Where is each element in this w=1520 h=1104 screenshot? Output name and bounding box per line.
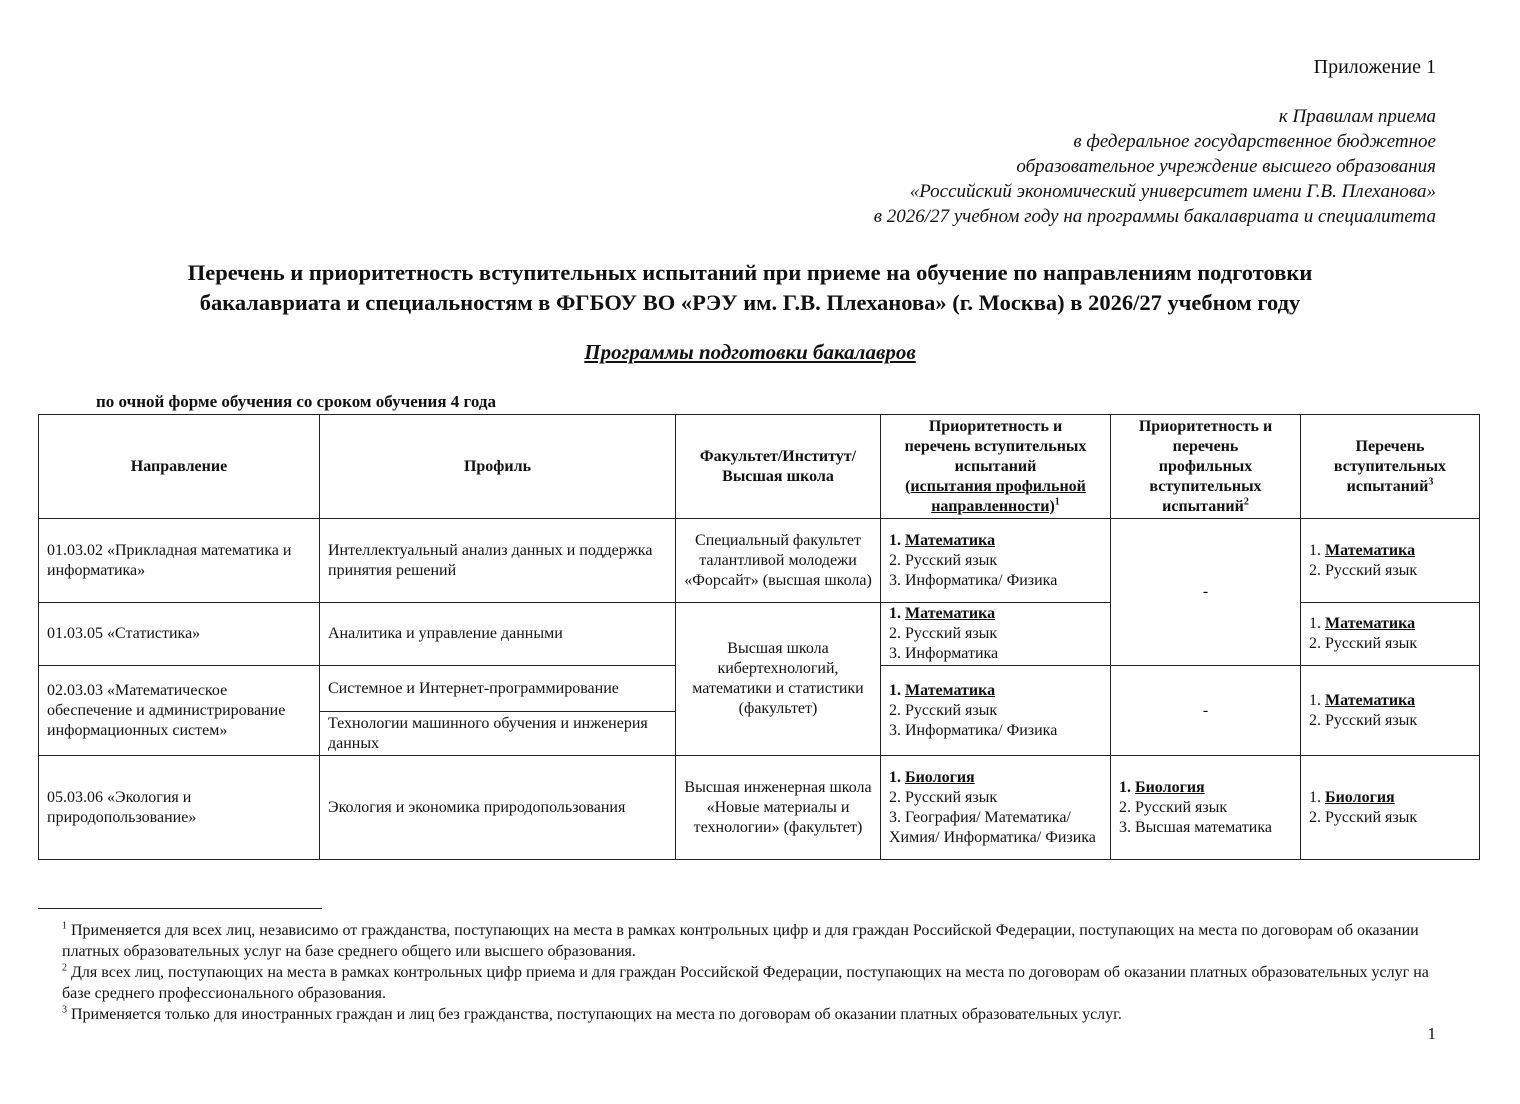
- list-number: 1.: [889, 605, 901, 622]
- exam-subject: 2. Русский язык: [1309, 711, 1418, 729]
- footnote-mark: 2: [62, 962, 67, 974]
- exam-subject: 2. Русский язык: [889, 625, 998, 642]
- cell-direction: 01.03.02 «Прикладная математика и информатика»: [39, 519, 320, 603]
- header-text: вступительных: [1149, 477, 1262, 495]
- list-number: 1.: [1309, 691, 1321, 709]
- rules-line: в 2026/27 учебном году на программы бакалавриата и специалитета: [873, 206, 1436, 227]
- exam-subject: Биология: [1325, 788, 1395, 806]
- footnote: [62, 1004, 1432, 1025]
- exam-subject: 3. Информатика: [889, 645, 999, 662]
- cell-profile-exams: -: [1111, 666, 1301, 756]
- header-profile-exams: [1111, 415, 1301, 519]
- footnote-text: Для всех лиц, поступающих на места в рамках контрольных цифр приема и для граждан Российской Федерации, поступающих на места по договорам об оказании платных образовательных услуг на базе среднего профессионального образования.: [62, 964, 1429, 1002]
- exam-subject: 2. Русский язык: [1309, 808, 1418, 826]
- header-text: Приоритетность и: [928, 417, 1063, 435]
- rules-line: в федеральное государственное бюджетное: [1073, 131, 1436, 152]
- cell-exam-list: [1301, 519, 1480, 603]
- appendix-label: Приложение 1: [1313, 56, 1436, 78]
- exam-subject: 2. Русский язык: [1309, 635, 1418, 652]
- exam-subject: Математика: [1325, 541, 1416, 559]
- exam-subject: Математика: [905, 531, 996, 549]
- cell-priority: [881, 666, 1111, 756]
- table-row: [39, 519, 1480, 603]
- header-text: испытаний: [1346, 477, 1429, 495]
- footnote-ref: 2: [1243, 496, 1249, 508]
- list-number: 1.: [1119, 778, 1131, 796]
- cell-priority: [881, 756, 1111, 860]
- list-number: 1.: [1309, 788, 1321, 806]
- cell-exam-list: [1301, 756, 1480, 860]
- exam-subject: 3. Информатика/ Физика: [889, 571, 1058, 589]
- study-form-note: по очной форме обучения со сроком обучения 4 года: [96, 392, 496, 411]
- exam-subject: Математика: [905, 605, 996, 622]
- document-title: [60, 258, 1440, 318]
- header-text: вступительных: [1333, 457, 1447, 475]
- exam-subject: 2. Русский язык: [1119, 798, 1228, 816]
- cell-exam-list: [1301, 603, 1480, 666]
- header-text: Перечень: [1355, 437, 1425, 455]
- exam-subject: 3. Информатика/ Физика: [889, 721, 1058, 739]
- list-number: 1.: [1309, 615, 1321, 632]
- header-exam-list: [1301, 415, 1480, 519]
- header-priority: [881, 415, 1111, 519]
- list-number: 1.: [1309, 541, 1321, 559]
- header-text: Высшая школа: [722, 467, 834, 485]
- cell-priority: [881, 519, 1111, 603]
- table-header-row: [39, 415, 1480, 519]
- footnote-text: Применяется для всех лиц, независимо от гражданства, поступающих на места в рамках контрольных цифр и для граждан Российской Федерации, поступающих на места по договорам об оказании платных образовательных услуг на базе среднего общего или высшего образования.: [62, 922, 1419, 960]
- list-number: 1.: [889, 681, 901, 699]
- exam-subject: Математика: [1325, 691, 1416, 709]
- cell-faculty: Высшая инженерная школа «Новые материалы и технологии» (факультет): [676, 756, 881, 860]
- footnote: [62, 962, 1432, 1004]
- cell-profile-exams: -: [1111, 519, 1301, 666]
- exam-subject: Биология: [1135, 778, 1205, 796]
- rules-line: образовательное учреждение высшего образования: [1016, 156, 1436, 177]
- cell-profile: Интеллектуальный анализ данных и поддержка принятия решений: [320, 519, 676, 603]
- rules-reference: [874, 104, 1436, 229]
- rules-line: к Правилам приема: [1278, 106, 1436, 127]
- header-text: перечень вступительных: [904, 437, 1087, 455]
- cell-priority: [881, 603, 1111, 666]
- rules-line: «Российский экономический университет имени Г.В. Плеханова»: [909, 181, 1436, 202]
- page-number: 1: [1427, 1024, 1436, 1043]
- entrance-exams-table: [38, 414, 1480, 860]
- cell-profile: Технологии машинного обучения и инженерия данных: [320, 712, 676, 756]
- title-line: бакалавриата и специальностям в ФГБОУ ВО «РЭУ им. Г.В. Плеханова» (г. Москва) в 2026/27 учебном году: [199, 290, 1301, 315]
- footnote-divider: [38, 908, 322, 909]
- exam-subject: 2. Русский язык: [889, 788, 998, 806]
- footnote-text: Применяется только для иностранных граждан и лиц без гражданства, поступающих на места по договорам об оказании платных образовательных услуг.: [67, 1006, 1122, 1023]
- title-line: Перечень и приоритетность вступительных испытаний при приеме на обучение по направлениям подготовки: [187, 260, 1313, 285]
- exam-subject: 3. Высшая математика: [1119, 818, 1272, 836]
- cell-profile: Аналитика и управление данными: [320, 603, 676, 666]
- exam-subject: 2. Русский язык: [889, 701, 998, 719]
- cell-profile-exams: [1111, 756, 1301, 860]
- header-profile: Профиль: [320, 415, 676, 519]
- cell-direction: 05.03.06 «Экология и природопользование»: [39, 756, 320, 860]
- exam-subject: Математика: [905, 681, 996, 699]
- cell-profile: Экология и экономика природопользования: [320, 756, 676, 860]
- footnote-mark: 3: [62, 1004, 67, 1016]
- section-subtitle: Программы подготовки бакалавров: [584, 340, 916, 364]
- header-text: перечень: [1172, 437, 1239, 455]
- cell-faculty: Высшая школа кибертехнологий, математики и статистики (факультет): [676, 603, 881, 756]
- footnote-ref: 3: [1428, 476, 1434, 488]
- exam-subject: 2. Русский язык: [889, 551, 998, 569]
- cell-direction: 01.03.05 «Статистика»: [39, 603, 320, 666]
- exam-subject: Биология: [905, 768, 975, 786]
- cell-profile: Системное и Интернет-программирование: [320, 666, 676, 712]
- footnote-mark: 1: [62, 920, 67, 932]
- header-text: Факультет/Институт/: [699, 447, 857, 465]
- table-row: [39, 756, 1480, 860]
- cell-exam-list: [1301, 666, 1480, 756]
- footnote-ref: 1: [1054, 496, 1060, 508]
- header-faculty: [676, 415, 881, 519]
- header-text: профильных: [1158, 457, 1253, 475]
- header-text: испытаний: [954, 457, 1037, 475]
- list-number: 1.: [889, 768, 901, 786]
- header-text: испытаний: [1162, 497, 1244, 515]
- cell-faculty: Специальный факультет талантливой молодежи «Форсайт» (высшая школа): [676, 519, 881, 603]
- header-direction: Направление: [39, 415, 320, 519]
- header-text: направленности): [931, 497, 1055, 515]
- footnote: [62, 920, 1432, 962]
- list-number: 1.: [889, 531, 901, 549]
- exam-subject: 3. География/ Математика/ Химия/ Информатика/ Физика: [889, 808, 1096, 846]
- footnotes: [62, 920, 1432, 1025]
- cell-direction: 02.03.03 «Математическое обеспечение и администрирование информационных систем»: [39, 666, 320, 756]
- header-text: (испытания профильной: [905, 477, 1086, 495]
- header-text: Приоритетность и: [1138, 417, 1273, 435]
- exam-subject: Математика: [1325, 615, 1416, 632]
- exam-subject: 2. Русский язык: [1309, 561, 1418, 579]
